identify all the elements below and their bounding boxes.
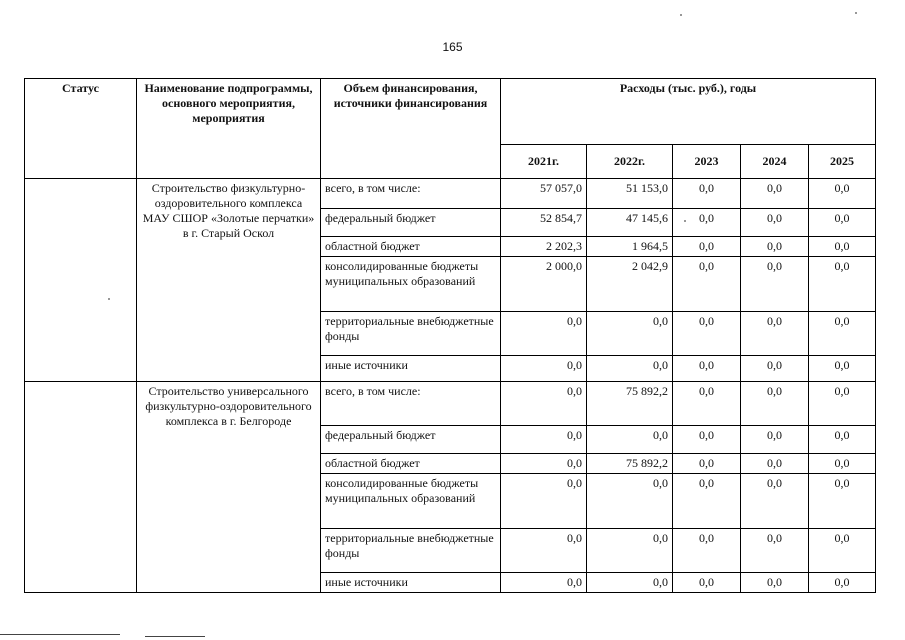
scan-edge-line xyxy=(145,636,205,637)
amount-cell: 0,0 xyxy=(501,474,587,529)
status-cell xyxy=(25,179,137,382)
amount-cell: 2 042,9 xyxy=(587,257,673,312)
amount-cell: 0,0 xyxy=(587,573,673,593)
amount-cell: 0,0 xyxy=(501,573,587,593)
funding-source: федеральный бюджет xyxy=(321,426,501,454)
funding-source: консолидированные бюджеты муниципальных образований xyxy=(321,257,501,312)
amount-cell: 0,0 xyxy=(809,454,876,474)
funding-source: территориальные внебюджетные фонды xyxy=(321,529,501,573)
amount-cell: 0,0 xyxy=(809,529,876,573)
table-row xyxy=(25,179,876,209)
amount-cell: 0,0 xyxy=(501,426,587,454)
amount-cell: 0,0 xyxy=(809,426,876,454)
amount-cell: 0,0 xyxy=(501,529,587,573)
amount-cell: 0,0 xyxy=(809,474,876,529)
scan-speck xyxy=(680,14,682,16)
amount-cell: 0,0 xyxy=(501,454,587,474)
amount-cell: 0,0 xyxy=(741,179,809,209)
amount-cell: 0,0 xyxy=(809,257,876,312)
funding-source: всего, в том числе: xyxy=(321,382,501,426)
amount-cell: 0,0 xyxy=(501,312,587,356)
scan-speck xyxy=(108,298,110,300)
amount-cell: 0,0 xyxy=(809,179,876,209)
amount-cell: 0,0 xyxy=(673,312,741,356)
amount-cell: 2 000,0 xyxy=(501,257,587,312)
amount-cell: 0,0 xyxy=(809,356,876,382)
amount-cell: 0,0 xyxy=(741,382,809,426)
amount-cell: 0,0 xyxy=(501,382,587,426)
table-row xyxy=(25,382,876,426)
amount-cell: 0,0 xyxy=(741,257,809,312)
header-expenses: Расходы (тыс. руб.), годы xyxy=(501,79,876,145)
amount-cell: 0,0 xyxy=(673,573,741,593)
header-year: 2024 xyxy=(741,145,809,179)
amount-cell: 2 202,3 xyxy=(501,237,587,257)
scan-speck xyxy=(855,12,857,14)
amount-cell: 0,0 xyxy=(587,426,673,454)
header-year: 2022г. xyxy=(587,145,673,179)
amount-cell: 0,0 xyxy=(673,257,741,312)
amount-cell: 0,0 xyxy=(741,573,809,593)
amount-cell: 0,0 xyxy=(741,237,809,257)
amount-cell: 0,0 xyxy=(809,209,876,237)
amount-cell: 0,0 xyxy=(673,529,741,573)
activity-name: Строительство универсального физкультурно-оздоровительного комплекса в г. Белгороде xyxy=(137,382,321,593)
funding-source: всего, в том числе: xyxy=(321,179,501,209)
scan-edge-line xyxy=(0,634,120,635)
funding-source: областной бюджет xyxy=(321,454,501,474)
amount-cell: 0,0 xyxy=(809,573,876,593)
amount-cell: 0,0 xyxy=(673,454,741,474)
amount-cell: 0,0 xyxy=(741,529,809,573)
funding-source: иные источники xyxy=(321,573,501,593)
header-name: Наименование подпрограммы, основного мероприятия, мероприятия xyxy=(137,79,321,179)
page-number: 165 xyxy=(442,40,463,54)
amount-cell: 47 145,6 xyxy=(587,209,673,237)
amount-cell: 52 854,7 xyxy=(501,209,587,237)
funding-source: федеральный бюджет xyxy=(321,209,501,237)
funding-source: территориальные внебюджетные фонды xyxy=(321,312,501,356)
amount-cell: 1 964,5 xyxy=(587,237,673,257)
amount-cell: 0,0 xyxy=(809,312,876,356)
amount-cell: 0,0 xyxy=(673,179,741,209)
amount-cell: 0,0 xyxy=(587,356,673,382)
amount-cell: 75 892,2 xyxy=(587,454,673,474)
amount-cell: 0,0 xyxy=(741,454,809,474)
amount-cell: 57 057,0 xyxy=(501,179,587,209)
amount-cell: 0,0 xyxy=(673,474,741,529)
amount-cell: 0,0 xyxy=(741,312,809,356)
amount-cell: 75 892,2 xyxy=(587,382,673,426)
funding-source: консолидированные бюджеты муниципальных образований xyxy=(321,474,501,529)
amount-cell: 0,0 xyxy=(741,426,809,454)
amount-cell: 0,0 xyxy=(741,474,809,529)
header-year: 2023 xyxy=(673,145,741,179)
header-year: 2021г. xyxy=(501,145,587,179)
amount-cell: 51 153,0 xyxy=(587,179,673,209)
amount-cell: 0,0 xyxy=(673,356,741,382)
amount-cell: 0,0 xyxy=(673,209,741,237)
status-cell xyxy=(25,382,137,593)
amount-cell: 0,0 xyxy=(587,529,673,573)
header-year: 2025 xyxy=(809,145,876,179)
amount-cell: 0,0 xyxy=(809,382,876,426)
amount-cell: 0,0 xyxy=(673,426,741,454)
amount-cell: 0,0 xyxy=(673,237,741,257)
amount-cell: 0,0 xyxy=(501,356,587,382)
funding-source: областной бюджет xyxy=(321,237,501,257)
funding-source: иные источники xyxy=(321,356,501,382)
amount-cell: 0,0 xyxy=(587,312,673,356)
financing-table xyxy=(24,78,876,593)
scan-speck xyxy=(684,220,686,222)
amount-cell: 0,0 xyxy=(673,382,741,426)
amount-cell: 0,0 xyxy=(587,474,673,529)
header-status: Статус xyxy=(25,79,137,179)
amount-cell: 0,0 xyxy=(741,356,809,382)
activity-name: Строительство физкультурно-оздоровительного комплекса МАУ СШОР «Золотые перчатки» в г. Старый Оскол xyxy=(137,179,321,382)
header-volume: Объем финансирования, источники финансирования xyxy=(321,79,501,179)
amount-cell: 0,0 xyxy=(741,209,809,237)
amount-cell: 0,0 xyxy=(809,237,876,257)
